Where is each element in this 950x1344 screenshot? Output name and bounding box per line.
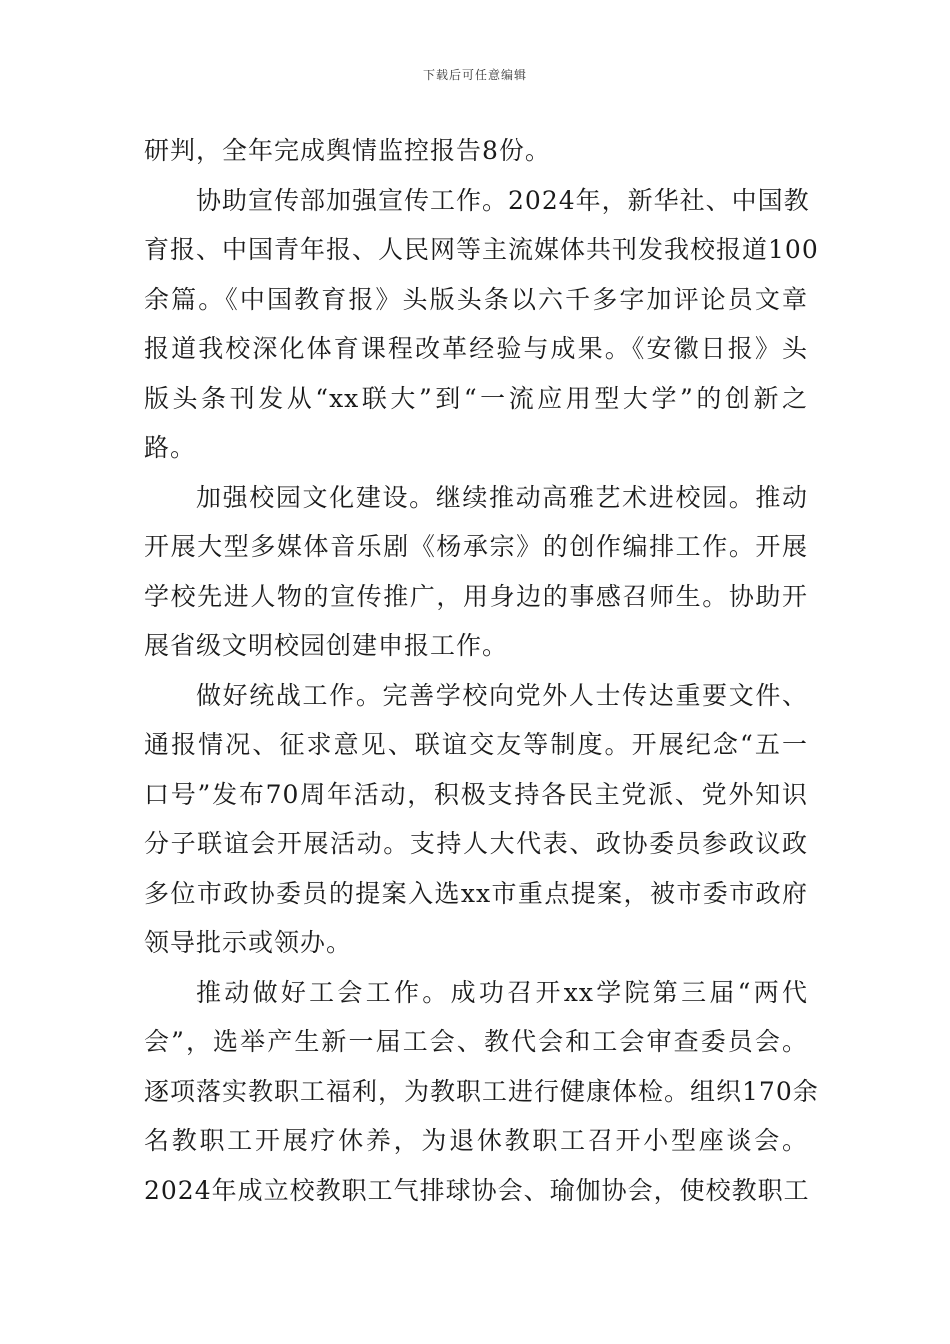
document-body: [144, 126, 819, 1215]
text-line: 研判，全年完成舆情监控报告8份。: [144, 136, 551, 165]
text-line: 展省级文明校园创建申报工作。: [144, 631, 509, 660]
text-line: 2024年成立校教职工气排球协会、瑜伽协会，使校教职工: [144, 1175, 810, 1205]
text-line: 会”，选举产生新一届工会、教代会和工会审查委员会。: [144, 1027, 808, 1056]
text-line: 通报情况、征求意见、联谊交友等制度。开展纪念“五一: [144, 730, 808, 759]
text-line: 开展大型多媒体音乐剧《杨承宗》的创作编排工作。开展: [144, 532, 808, 561]
text-line: 名教职工开展疗休养，为退休教职工召开小型座谈会。: [144, 1126, 808, 1155]
text-line: 余篇。《中国教育报》头版头条以六千多字加评论员文章: [144, 284, 808, 314]
text-line: 口号”发布70周年活动，积极支持各民主党派、党外知识: [144, 779, 808, 809]
text-line: 育报、中国青年报、人民网等主流媒体共刊发我校报道100: [144, 235, 819, 264]
text-line: 逐项落实教职工福利，为教职工进行健康体检。组织170余: [144, 1076, 819, 1106]
text-line: 学校先进人物的宣传推广，用身边的事感召师生。协助开: [144, 581, 808, 611]
text-line: 多位市政协委员的提案入选xx市重点提案，被市委市政府: [144, 878, 808, 908]
text-line: 分子联谊会开展活动。支持人大代表、政协委员参政议政: [144, 829, 808, 858]
text-line: 路。: [144, 433, 197, 462]
page-header: 下载后可任意编辑: [422, 68, 527, 82]
text-line: 领导批示或领办。: [144, 928, 353, 957]
text-line: 报道我校深化体育课程改革经验与成果。《安徽日报》头: [144, 334, 808, 363]
text-line: 推动做好工会工作。成功召开xx学院第三届“两代: [196, 977, 808, 1007]
text-line: 协助宣传部加强宣传工作。2024年，新华社、中国教: [196, 185, 810, 215]
text-line: 做好统战工作。完善学校向党外人士传达重要文件、: [196, 680, 808, 710]
text-line: 加强校园文化建设。继续推动高雅艺术进校园。推动: [196, 482, 808, 512]
text-line: 版头条刊发从“xx联大”到“一流应用型大学”的创新之: [144, 383, 808, 413]
